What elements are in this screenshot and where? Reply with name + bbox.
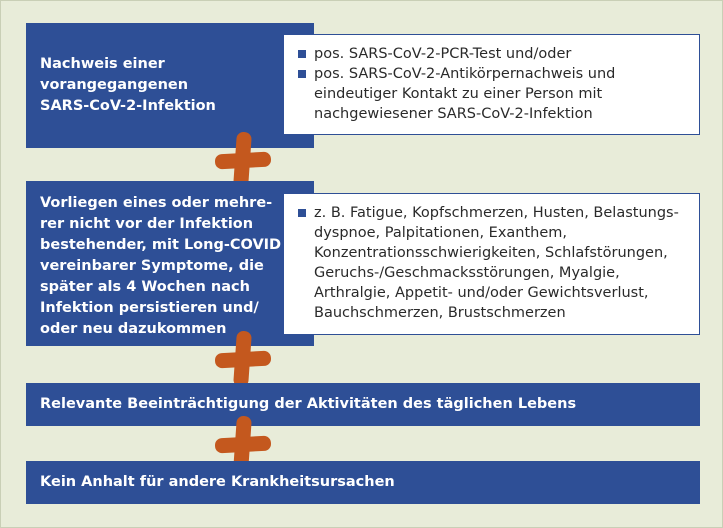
detail-line: pos. SARS-CoV-2-Antikörpernachweis und xyxy=(314,66,616,82)
criterion-1-line-2: vorangegangenen xyxy=(40,77,189,93)
detail-line: Bauchschmerzen, Brustschmerzen xyxy=(314,305,566,321)
criterion-1-line-1: Nachweis einer xyxy=(40,56,165,72)
criterion-2-box xyxy=(26,181,314,346)
plus-icon xyxy=(213,331,273,387)
criterion-2-line-2: rer nicht vor der Infektion xyxy=(40,216,254,232)
criterion-4-box xyxy=(26,461,700,504)
criterion-1-box xyxy=(26,23,314,148)
criterion-2-line-3: bestehender, mit Long-COVID xyxy=(40,237,282,253)
criterion-2-line-5: später als 4 Wochen nach xyxy=(40,279,250,295)
detail-line: Geruchs-/Geschmacksstörungen, Myalgie, xyxy=(314,265,620,281)
criterion-1-detail-list xyxy=(298,44,687,124)
criterion-2-line-4: vereinbarer Symptome, die xyxy=(40,258,264,274)
detail-line: eindeutiger Kontakt zu einer Person mit xyxy=(314,86,603,102)
criterion-2-line-6: Infektion persistieren und/ xyxy=(40,300,259,316)
criterion-1-details xyxy=(283,34,700,135)
detail-line: pos. SARS-CoV-2-PCR-Test und/oder xyxy=(314,46,572,62)
criterion-2-details xyxy=(283,193,700,335)
detail-line: nachgewiesener SARS-CoV-2-Infektion xyxy=(314,106,593,122)
detail-line: dyspnoe, Palpitationen, Exanthem, xyxy=(314,225,568,241)
criterion-1-line-3: SARS-CoV-2-Infektion xyxy=(40,98,216,114)
criterion-4-text: Kein Anhalt für andere Krankheitsursachen xyxy=(40,474,395,490)
detail-item xyxy=(298,44,687,64)
criterion-2-line-1: Vorliegen eines oder mehre- xyxy=(40,195,273,211)
criterion-3-text: Relevante Beeinträchtigung der Aktivitäten des täglichen Lebens xyxy=(40,396,577,412)
detail-line: Konzentrationsschwierigkeiten, Schlafstörungen, xyxy=(314,245,668,261)
criterion-2-line-7: oder neu dazukommen xyxy=(40,321,227,337)
detail-item xyxy=(298,64,687,124)
criterion-3-box xyxy=(26,383,700,426)
detail-line: Arthralgie, Appetit- und/oder Gewichtsverlust, xyxy=(314,285,649,301)
criterion-2-detail-list xyxy=(298,203,687,323)
plus-icon xyxy=(213,132,273,188)
detail-item xyxy=(298,203,687,323)
detail-line: z. B. Fatigue, Kopfschmerzen, Husten, Belastungs- xyxy=(314,205,679,221)
